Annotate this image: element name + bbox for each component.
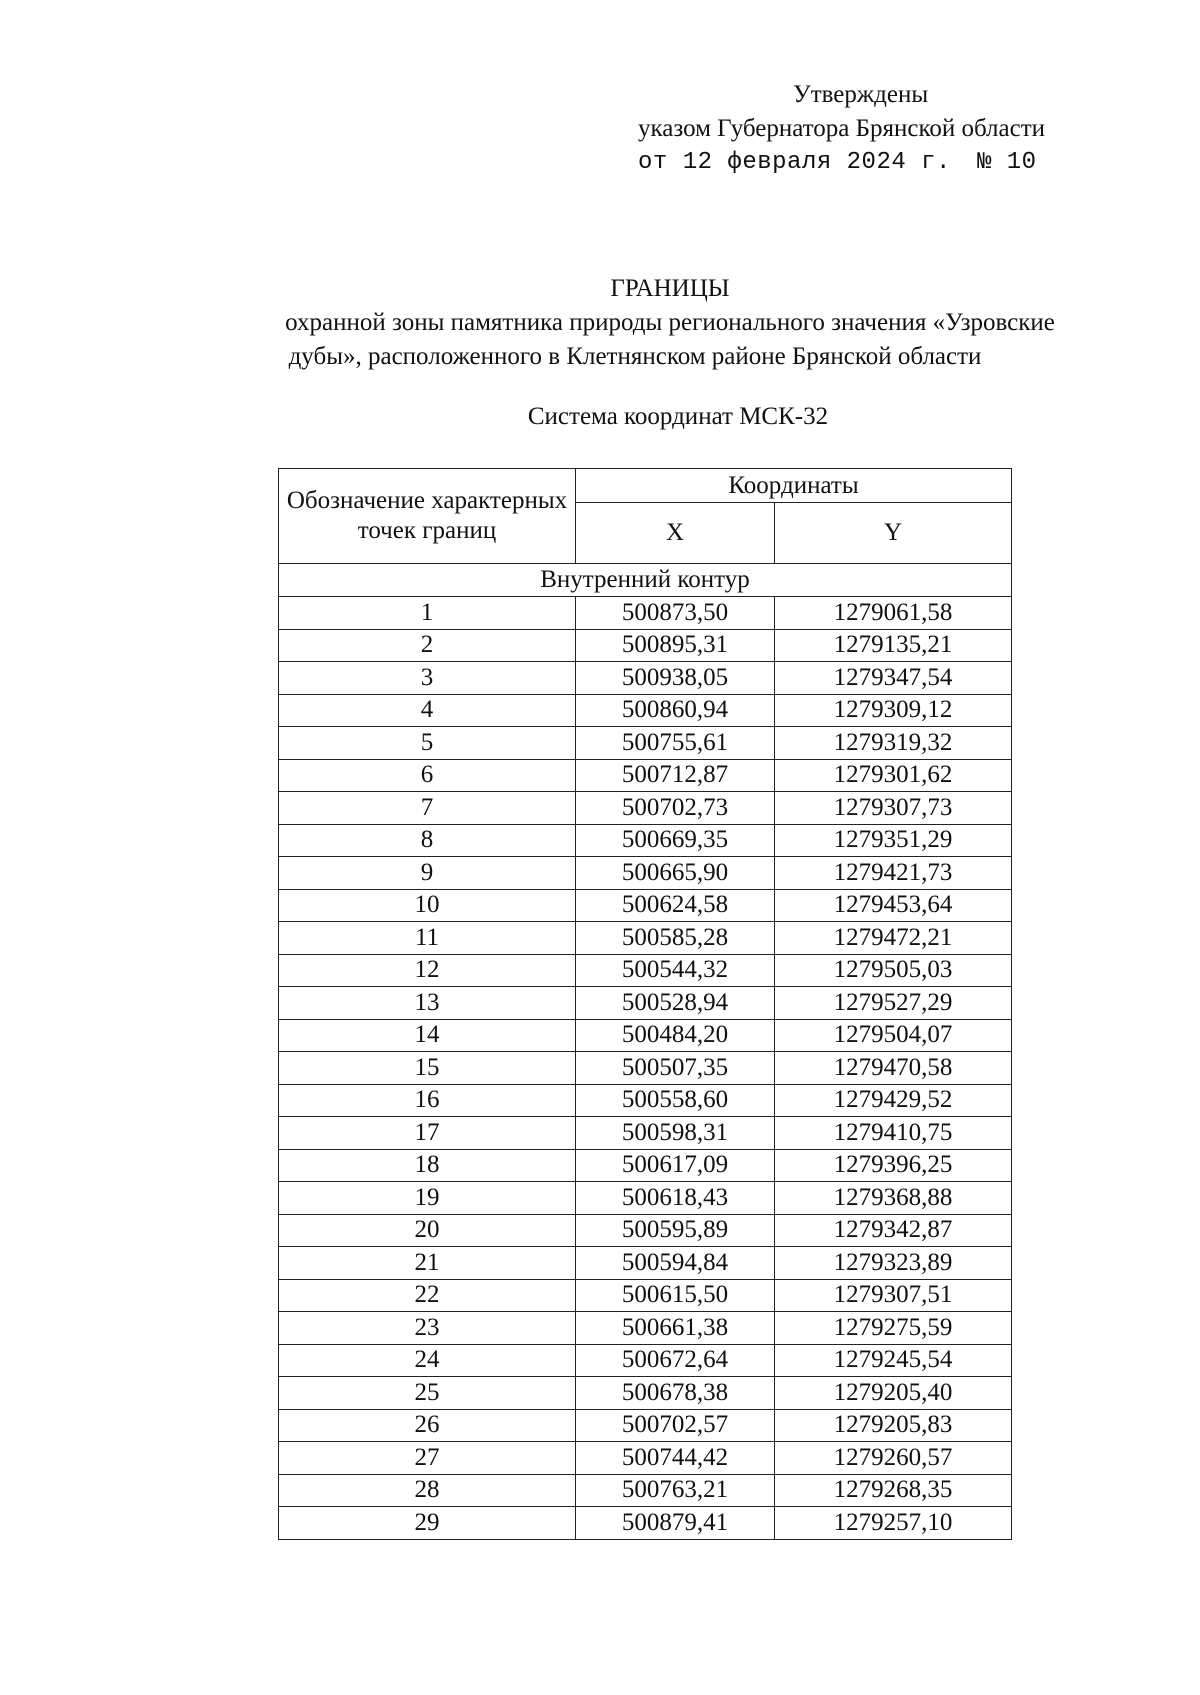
y-coordinate-cell: 1279301,62 <box>775 759 1012 792</box>
y-coordinate-cell: 1279505,03 <box>775 954 1012 987</box>
table-row <box>279 1214 1012 1247</box>
point-number-cell: 20 <box>279 1214 576 1247</box>
point-number-cell: 6 <box>279 759 576 792</box>
y-coordinate-cell: 1279342,87 <box>775 1214 1012 1247</box>
y-coordinate-cell: 1279307,73 <box>775 792 1012 825</box>
table-row <box>279 792 1012 825</box>
table-row <box>279 1409 1012 1442</box>
y-coordinate-cell: 1279429,52 <box>775 1084 1012 1117</box>
y-coordinate-cell: 1279347,54 <box>775 662 1012 695</box>
approval-date-line <box>638 146 1158 180</box>
table-row <box>279 1117 1012 1150</box>
table-row <box>279 1182 1012 1215</box>
point-number-cell: 21 <box>279 1247 576 1280</box>
header-y: Y <box>775 503 1012 564</box>
table-row <box>279 922 1012 955</box>
table-row <box>279 597 1012 630</box>
y-coordinate-cell: 1279323,89 <box>775 1247 1012 1280</box>
point-number-cell: 27 <box>279 1442 576 1475</box>
point-number-cell: 24 <box>279 1344 576 1377</box>
y-coordinate-cell: 1279351,29 <box>775 824 1012 857</box>
table-row <box>279 629 1012 662</box>
x-coordinate-cell: 500507,35 <box>576 1052 775 1085</box>
x-coordinate-cell: 500860,94 <box>576 694 775 727</box>
x-coordinate-cell: 500558,60 <box>576 1084 775 1117</box>
approval-line: Утверждены <box>793 81 929 108</box>
y-coordinate-cell: 1279307,51 <box>775 1279 1012 1312</box>
table-row <box>279 1019 1012 1052</box>
y-coordinate-cell: 1279257,10 <box>775 1507 1012 1540</box>
x-coordinate-cell: 500879,41 <box>576 1507 775 1540</box>
coordinate-system-label: Система координат МСК-32 <box>527 403 829 430</box>
x-coordinate-cell: 500585,28 <box>576 922 775 955</box>
point-number-cell: 15 <box>279 1052 576 1085</box>
table-row <box>279 954 1012 987</box>
header-point-designation: Обозначение характерных точек границ <box>279 469 576 564</box>
point-number-cell: 19 <box>279 1182 576 1215</box>
y-coordinate-cell: 1279260,57 <box>775 1442 1012 1475</box>
y-coordinate-cell: 1279205,40 <box>775 1377 1012 1410</box>
table-row <box>279 1279 1012 1312</box>
x-coordinate-cell: 500712,87 <box>576 759 775 792</box>
x-coordinate-cell: 500938,05 <box>576 662 775 695</box>
y-coordinate-cell: 1279421,73 <box>775 857 1012 890</box>
decree-number: 10 <box>1006 149 1037 176</box>
x-coordinate-cell: 500669,35 <box>576 824 775 857</box>
y-coordinate-cell: 1279205,83 <box>775 1409 1012 1442</box>
x-coordinate-cell: 500528,94 <box>576 987 775 1020</box>
header-coordinates: Координаты <box>576 469 1012 503</box>
point-number-cell: 13 <box>279 987 576 1020</box>
x-coordinate-cell: 500702,73 <box>576 792 775 825</box>
x-coordinate-cell: 500873,50 <box>576 597 775 630</box>
y-coordinate-cell: 1279268,35 <box>775 1474 1012 1507</box>
document-title <box>230 272 1110 374</box>
title-line: дубы», расположенного в Клетнянском районе Брянской области <box>288 343 982 370</box>
x-coordinate-cell: 500755,61 <box>576 727 775 760</box>
point-number-cell: 1 <box>279 597 576 630</box>
header-x: X <box>576 503 775 564</box>
point-number-cell: 25 <box>279 1377 576 1410</box>
point-number-cell: 22 <box>279 1279 576 1312</box>
point-number-cell: 9 <box>279 857 576 890</box>
y-coordinate-cell: 1279135,21 <box>775 629 1012 662</box>
table-row <box>279 889 1012 922</box>
y-coordinate-cell: 1279061,58 <box>775 597 1012 630</box>
point-number-cell: 14 <box>279 1019 576 1052</box>
table-row <box>279 1247 1012 1280</box>
point-number-cell: 2 <box>279 629 576 662</box>
table-row <box>279 1149 1012 1182</box>
number-sign: № <box>976 149 992 176</box>
x-coordinate-cell: 500665,90 <box>576 857 775 890</box>
table-row <box>279 1052 1012 1085</box>
point-number-cell: 18 <box>279 1149 576 1182</box>
title-heading: ГРАНИЦЫ <box>610 275 730 302</box>
table-row <box>279 1312 1012 1345</box>
point-number-cell: 28 <box>279 1474 576 1507</box>
y-coordinate-cell: 1279319,32 <box>775 727 1012 760</box>
x-coordinate-cell: 500702,57 <box>576 1409 775 1442</box>
x-coordinate-cell: 500624,58 <box>576 889 775 922</box>
point-number-cell: 16 <box>279 1084 576 1117</box>
approval-block <box>638 78 1158 180</box>
table-row <box>279 987 1012 1020</box>
point-number-cell: 29 <box>279 1507 576 1540</box>
point-number-cell: 7 <box>279 792 576 825</box>
approval-date: 12 февраля 2024 г. <box>682 149 951 176</box>
title-line: охранной зоны памятника природы регионального значения «Узровские <box>285 309 1055 336</box>
point-number-cell: 23 <box>279 1312 576 1345</box>
y-coordinate-cell: 1279245,54 <box>775 1344 1012 1377</box>
y-coordinate-cell: 1279309,12 <box>775 694 1012 727</box>
section-label: Внутренний контур <box>279 564 1012 597</box>
coordinates-table <box>278 468 1012 1540</box>
table-row <box>279 662 1012 695</box>
table-row <box>279 1507 1012 1540</box>
table-row <box>279 1084 1012 1117</box>
point-number-cell: 26 <box>279 1409 576 1442</box>
y-coordinate-cell: 1279275,59 <box>775 1312 1012 1345</box>
x-coordinate-cell: 500618,43 <box>576 1182 775 1215</box>
y-coordinate-cell: 1279470,58 <box>775 1052 1012 1085</box>
x-coordinate-cell: 500484,20 <box>576 1019 775 1052</box>
x-coordinate-cell: 500678,38 <box>576 1377 775 1410</box>
y-coordinate-cell: 1279527,29 <box>775 987 1012 1020</box>
x-coordinate-cell: 500594,84 <box>576 1247 775 1280</box>
point-number-cell: 10 <box>279 889 576 922</box>
x-coordinate-cell: 500744,42 <box>576 1442 775 1475</box>
point-number-cell: 4 <box>279 694 576 727</box>
x-coordinate-cell: 500661,38 <box>576 1312 775 1345</box>
x-coordinate-cell: 500598,31 <box>576 1117 775 1150</box>
table-row <box>279 759 1012 792</box>
y-coordinate-cell: 1279410,75 <box>775 1117 1012 1150</box>
y-coordinate-cell: 1279472,21 <box>775 922 1012 955</box>
point-number-cell: 8 <box>279 824 576 857</box>
point-number-cell: 11 <box>279 922 576 955</box>
table-row <box>279 694 1012 727</box>
approval-decree-line: указом Губернатора Брянской области <box>638 115 1046 142</box>
y-coordinate-cell: 1279396,25 <box>775 1149 1012 1182</box>
table-row <box>279 857 1012 890</box>
x-coordinate-cell: 500595,89 <box>576 1214 775 1247</box>
table-row <box>279 1377 1012 1410</box>
y-coordinate-cell: 1279368,88 <box>775 1182 1012 1215</box>
point-number-cell: 5 <box>279 727 576 760</box>
point-number-cell: 12 <box>279 954 576 987</box>
table-row <box>279 1474 1012 1507</box>
x-coordinate-cell: 500672,64 <box>576 1344 775 1377</box>
x-coordinate-cell: 500895,31 <box>576 629 775 662</box>
x-coordinate-cell: 500615,50 <box>576 1279 775 1312</box>
point-number-cell: 17 <box>279 1117 576 1150</box>
table-row <box>279 1344 1012 1377</box>
y-coordinate-cell: 1279453,64 <box>775 889 1012 922</box>
x-coordinate-cell: 500763,21 <box>576 1474 775 1507</box>
date-prefix: от <box>638 149 668 176</box>
table-row <box>279 1442 1012 1475</box>
x-coordinate-cell: 500617,09 <box>576 1149 775 1182</box>
point-number-cell: 3 <box>279 662 576 695</box>
table-row <box>279 824 1012 857</box>
x-coordinate-cell: 500544,32 <box>576 954 775 987</box>
y-coordinate-cell: 1279504,07 <box>775 1019 1012 1052</box>
table-row <box>279 727 1012 760</box>
